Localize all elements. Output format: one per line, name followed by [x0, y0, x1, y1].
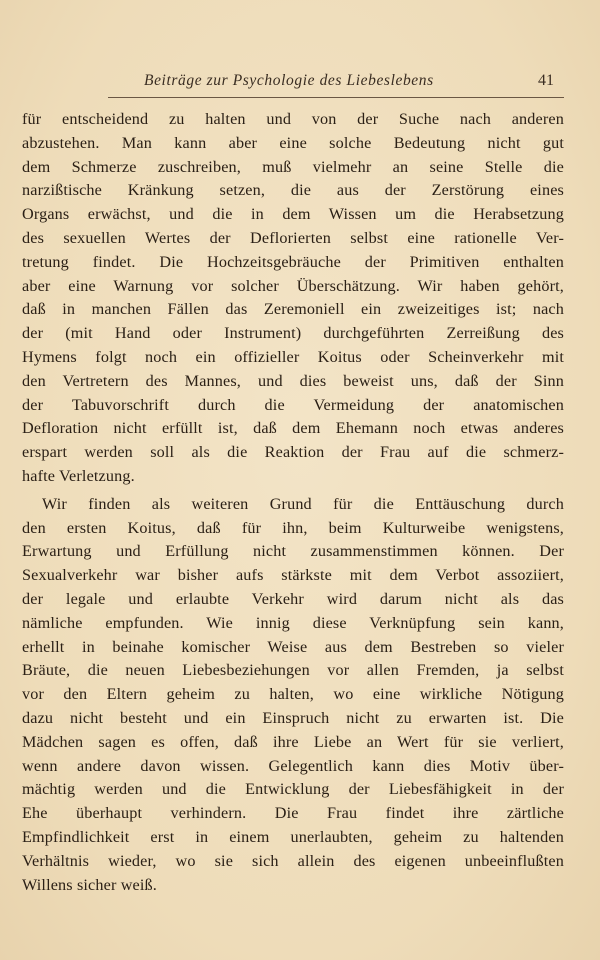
header-rule [108, 97, 564, 98]
paragraph-line: erhellt in beinahe komischer Weise aus dem Bestreben so vieler [22, 637, 564, 656]
paragraph-line: mächtig werden und die Entwicklung der Liebesfähigkeit in der [22, 780, 564, 799]
paragraph-line: Sexualverkehr war bisher aufs stärkste mit dem Verbot assoziiert, [22, 566, 564, 585]
paragraph-line: Organs erwächst, und die in dem Wissen um die Herabsetzung [22, 205, 564, 224]
paragraph-line: hafte Verletzung. [22, 466, 135, 485]
running-title: Beiträge zur Psychologie des Liebeslebens [144, 72, 434, 89]
paragraph-line: aber eine Warnung vor solcher Überschätzung. Wir haben gehört, [22, 276, 564, 295]
paragraph-line: Ehe überhaupt verhindern. Die Frau findet ihre zärtliche [22, 804, 564, 823]
paragraph-line: nämliche empfunden. Wie innig diese Verknüpfung sein kann, [22, 613, 564, 632]
page-number: 41 [538, 72, 554, 89]
paragraph-line: Empfindlichkeit erst in einem unerlaubten, geheim zu haltenden [22, 827, 564, 846]
paragraph-line: dazu nicht besteht und ein Einspruch nicht zu erwarten ist. Die [22, 708, 564, 727]
paragraph-1 [22, 108, 564, 489]
paragraph-line: für entscheidend zu halten und von der Suche nach anderen [22, 110, 564, 128]
paragraph-line: Wir finden als weiteren Grund für die Enttäuschung durch [42, 494, 564, 513]
paragraph-line: des sexuellen Wertes der Deflorierten selbst eine rationelle Ver- [22, 228, 564, 247]
paragraph-line: Erwartung und Erfüllung nicht zusammenstimmen können. Der [22, 542, 564, 561]
running-head [110, 72, 520, 94]
paragraph-line: daß in manchen Fällen das Zeremoniell ein zweizeitiges ist; nach [22, 300, 564, 319]
paragraph-line: abzustehen. Man kann aber eine solche Bedeutung nicht gut [22, 133, 564, 152]
paragraph-line: Bräute, die neuen Liebesbeziehungen vor allen Fremden, ja selbst [22, 661, 564, 680]
paragraph-line: den ersten Koitus, daß für ihn, beim Kulturweibe wenigstens, [22, 518, 564, 537]
paragraph-line: vor den Eltern geheim zu halten, wo eine wirkliche Nötigung [22, 685, 564, 704]
paragraph-line: der legale und erlaubte Verkehr wird darum nicht als das [22, 589, 564, 608]
paragraph-line: Mädchen sagen es offen, daß ihre Liebe an Wert für sie verliert, [22, 732, 564, 751]
paragraph-line: Verhältnis wieder, wo sie sich allein des eigenen unbeeinflußten [22, 851, 564, 870]
body-text [22, 108, 564, 897]
paragraph-line: Willens sicher weiß. [22, 875, 157, 894]
paragraph-line: Hymens folgt noch ein offizieller Koitus oder Scheinverkehr mit [22, 347, 564, 366]
paragraph-line: den Vertretern des Mannes, und dies beweist uns, daß der Sinn [22, 371, 564, 390]
paragraph-line: wenn andere davon wissen. Gelegentlich kann dies Motiv über- [22, 756, 564, 775]
paragraph-line: Defloration nicht erfüllt ist, daß dem Ehemann noch etwas anderes [22, 419, 564, 438]
paragraph-line: tretung findet. Die Hochzeitsgebräuche der Primitiven enthalten [22, 252, 564, 271]
paragraph-line: der Tabuvorschrift durch die Vermeidung der anatomischen [22, 395, 564, 414]
paragraph-2 [22, 493, 564, 898]
paragraph-line: narzißtische Kränkung setzen, die aus der Zerstörung eines [22, 181, 564, 200]
paragraph-line: der (mit Hand oder Instrument) durchgeführten Zerreißung des [22, 324, 564, 343]
paragraph-line: erspart werden soll als die Reaktion der Frau auf die schmerz- [22, 443, 564, 462]
paragraph-line: dem Schmerze zuschreiben, muß vielmehr an seine Stelle die [22, 157, 564, 176]
